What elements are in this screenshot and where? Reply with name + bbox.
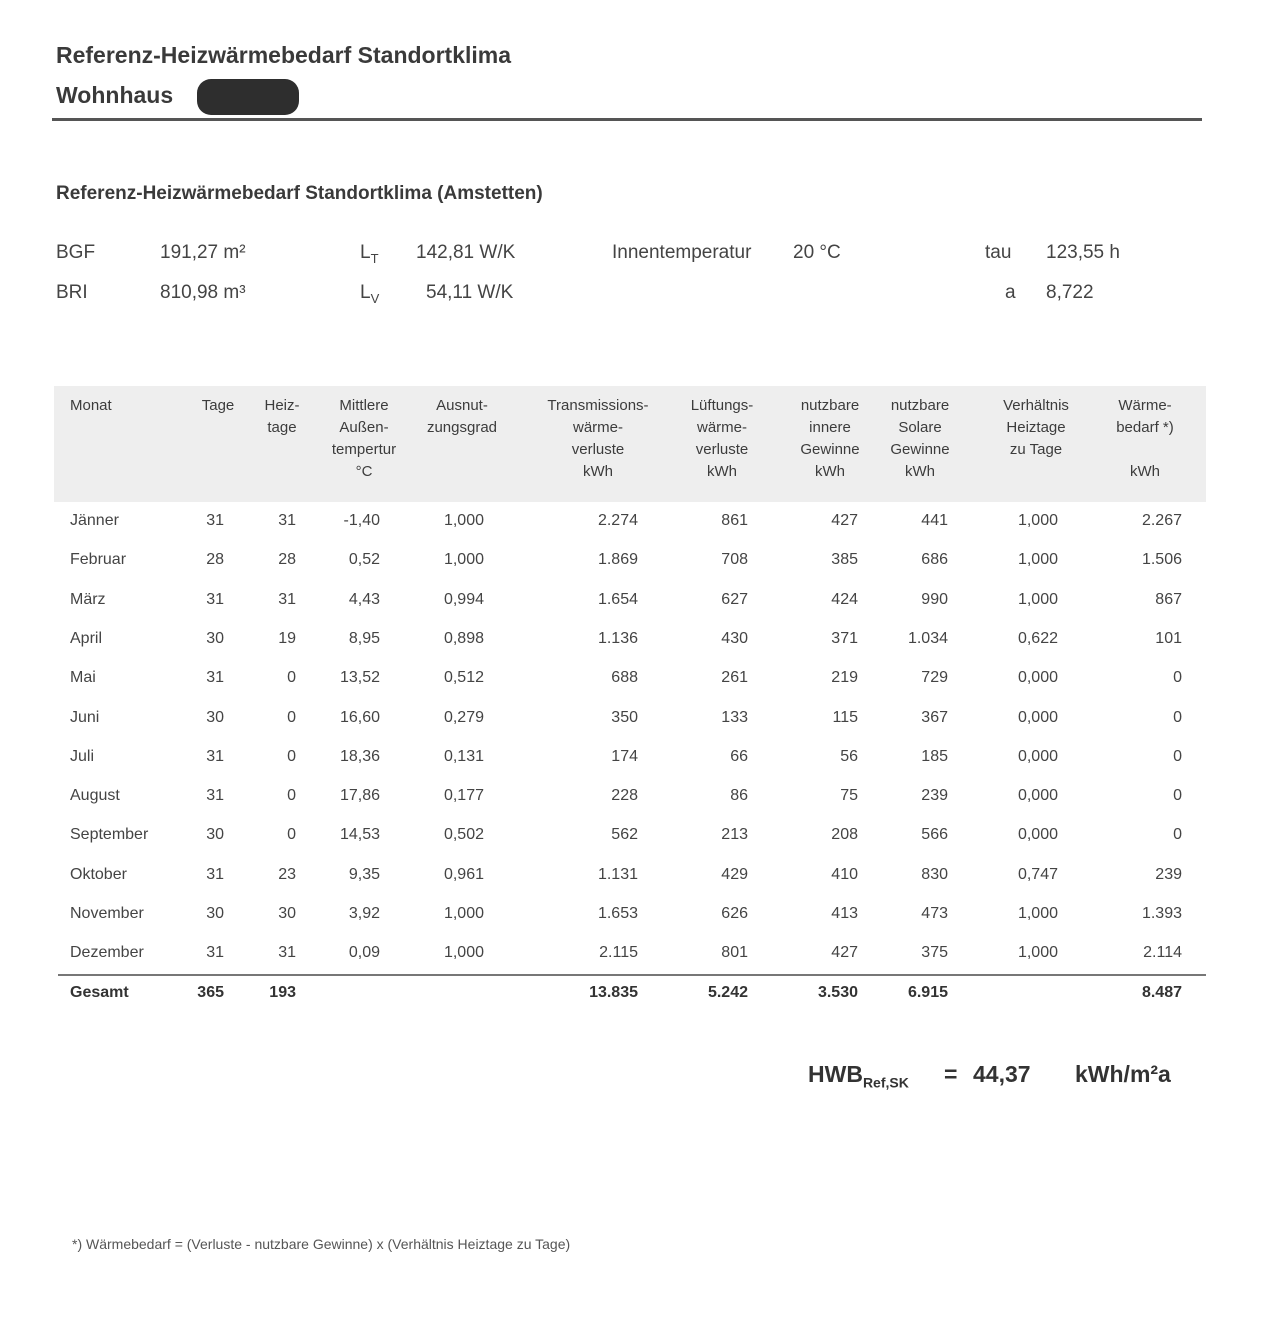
cell-solare-gewinne: 375	[921, 944, 948, 962]
a-label: a	[1005, 282, 1016, 303]
cell-transmission: 1.869	[597, 551, 638, 569]
cell-tage: 31	[206, 512, 224, 529]
cell-ausnutzungsgrad: 0,177	[443, 787, 484, 805]
cell-ausnutzungsgrad: 1,000	[443, 905, 484, 922]
cell-waermebedarf: 867	[1155, 590, 1182, 608]
cell-transmission: 2.115	[599, 944, 638, 962]
cell-monat: Juni	[70, 708, 100, 726]
cell-tage: 30	[206, 826, 224, 844]
cell-transmission: 350	[611, 708, 638, 726]
cell-verhaeltnis: 0,622	[1017, 629, 1058, 647]
cell-aussentemp: 4,43	[348, 590, 380, 608]
cell-solare-gewinne: 367	[921, 708, 948, 726]
cell-innere-gewinne: 413	[831, 905, 858, 922]
cell-heiztage: 0	[287, 787, 296, 805]
column-header-monat	[70, 395, 170, 417]
cell-transmission: 688	[611, 669, 638, 687]
cell-tage: 28	[206, 551, 224, 569]
cell-innere-gewinne: 427	[831, 944, 858, 962]
cell-solare-gewinne: 6.915	[907, 984, 948, 1001]
cell-waermebedarf: 0	[1173, 669, 1182, 687]
hwb-label: $HWB_{Ref,SK}$	[808, 1061, 909, 1091]
cell-innere-gewinne: 385	[831, 551, 858, 569]
column-header-line: zu Tage	[1009, 441, 1063, 458]
column-header-verhaeltnis	[984, 395, 1088, 461]
column-header-line: verluste	[695, 441, 749, 458]
column-header-line: zungsgrad	[426, 419, 498, 436]
cell-innere-gewinne: 427	[831, 512, 858, 529]
cell-monat: Jänner	[70, 512, 119, 529]
cell-solare-gewinne: 830	[921, 865, 948, 883]
column-header-line: verluste	[571, 441, 625, 458]
page-title: Referenz-Heizwärmebedarf Standortklima	[56, 42, 512, 68]
cell-heiztage: 193	[269, 984, 296, 1001]
cell-transmission: 1.131	[597, 865, 638, 883]
cell-tage: 31	[206, 787, 224, 805]
table-row	[0, 582, 1280, 621]
cell-innere-gewinne: 75	[840, 787, 858, 805]
cell-monat: März	[70, 590, 106, 608]
cell-waermebedarf: 0	[1173, 708, 1182, 726]
cell-tage: 31	[206, 590, 224, 608]
column-header-line: Gewinne	[890, 441, 950, 458]
lv-value: 54,11 W/K	[426, 282, 514, 303]
bri-label: BRI	[56, 282, 88, 303]
cell-aussentemp: 0,52	[348, 551, 380, 569]
cell-verhaeltnis: 0,000	[1017, 708, 1058, 726]
column-header-line: wärme-	[696, 419, 747, 436]
cell-innere-gewinne: 371	[831, 629, 858, 647]
column-header-waermebedarf	[1100, 395, 1190, 483]
cell-lueftung: 86	[730, 787, 748, 805]
cell-lueftung: 429	[721, 865, 748, 883]
cell-aussentemp: 0,09	[348, 944, 380, 962]
cell-innere-gewinne: 424	[831, 590, 858, 608]
cell-transmission: 1.653	[597, 905, 638, 922]
cell-lueftung: 627	[721, 590, 748, 608]
cell-monat: April	[70, 629, 103, 647]
table-row	[0, 621, 1280, 660]
tau-label: tau	[985, 242, 1012, 263]
cell-innere-gewinne: 3.530	[817, 984, 858, 1001]
column-header-innere-gewinne	[782, 395, 878, 483]
page-subtitle: Wohnhaus	[56, 82, 174, 108]
cell-transmission: 1.136	[597, 629, 638, 647]
tau-value: 123,55 h	[1046, 242, 1120, 263]
column-header-line: wärme-	[572, 419, 623, 436]
table-row	[0, 935, 1280, 974]
table-row	[0, 778, 1280, 817]
column-header-line: bedarf *)	[1116, 419, 1174, 436]
column-header-line: tage	[267, 419, 297, 436]
column-header-line: Monat	[70, 397, 112, 414]
cell-monat: Mai	[70, 669, 96, 687]
cell-monat: Juli	[70, 747, 95, 765]
cell-ausnutzungsgrad: 0,961	[443, 865, 484, 883]
cell-ausnutzungsgrad: 0,512	[443, 669, 484, 687]
column-header-line: Mittlere	[339, 397, 389, 414]
column-header-line: Heiz-	[264, 397, 300, 414]
cell-aussentemp: 9,35	[348, 865, 380, 883]
cell-tage: 30	[206, 708, 224, 726]
lt-value: 142,81 W/K	[416, 242, 516, 263]
cell-waermebedarf: 8.487	[1141, 984, 1182, 1001]
cell-solare-gewinne: 729	[921, 669, 948, 687]
bgf-label: BGF	[56, 242, 96, 263]
cell-verhaeltnis: 1,000	[1017, 590, 1058, 608]
cell-waermebedarf: 2.267	[1141, 512, 1182, 529]
hwb-unit: kWh/m²a	[1075, 1061, 1171, 1087]
cell-heiztage: 23	[278, 865, 296, 883]
cell-waermebedarf: 0	[1173, 826, 1182, 844]
cell-aussentemp: -1,40	[343, 512, 380, 529]
column-header-tage	[193, 395, 243, 417]
cell-ausnutzungsgrad: 1,000	[443, 944, 484, 962]
cell-heiztage: 19	[278, 629, 296, 647]
bri-value: 810,98 m³	[160, 282, 246, 303]
cell-innere-gewinne: 410	[831, 865, 858, 883]
cell-innere-gewinne: 208	[831, 826, 858, 844]
cell-verhaeltnis: 1,000	[1017, 944, 1058, 962]
cell-solare-gewinne: 566	[921, 826, 948, 844]
cell-ausnutzungsgrad: 1,000	[443, 512, 484, 529]
cell-waermebedarf: 0	[1173, 787, 1182, 805]
cell-ausnutzungsgrad: 1,000	[443, 551, 484, 569]
cell-solare-gewinne: 1.034	[907, 629, 948, 647]
column-header-line	[1100, 439, 1190, 461]
cell-monat: Dezember	[70, 944, 144, 962]
cell-transmission: 1.654	[597, 590, 638, 608]
cell-lueftung: 801	[721, 944, 748, 962]
column-header-line: Solare	[898, 419, 942, 436]
cell-verhaeltnis: 1,000	[1017, 512, 1058, 529]
cell-solare-gewinne: 473	[921, 905, 948, 922]
section-title: Referenz-Heizwärmebedarf Standortklima (Amstetten)	[56, 183, 543, 204]
cell-waermebedarf: 1.393	[1141, 905, 1182, 922]
column-header-ausnutzungsgrad	[412, 395, 512, 439]
cell-tage: 365	[197, 984, 224, 1001]
cell-heiztage: 28	[278, 551, 296, 569]
column-header-line: Gewinne	[800, 441, 860, 458]
column-header-line: Verhältnis	[1003, 397, 1069, 414]
a-value: 8,722	[1046, 282, 1094, 303]
cell-solare-gewinne: 239	[921, 787, 948, 805]
cell-monat: August	[70, 787, 120, 805]
lv-label: $L_V$	[360, 282, 380, 306]
cell-aussentemp: 8,95	[348, 629, 380, 647]
column-header-transmission	[530, 395, 666, 483]
hwb-equals: =	[944, 1061, 958, 1087]
cell-lueftung: 133	[721, 708, 748, 726]
cell-tage: 30	[206, 905, 224, 922]
column-header-line: kWh	[583, 463, 613, 480]
cell-waermebedarf: 1.506	[1141, 551, 1182, 569]
table-row	[0, 857, 1280, 896]
cell-transmission: 562	[611, 826, 638, 844]
cell-waermebedarf: 101	[1155, 629, 1182, 647]
cell-verhaeltnis: 0,000	[1017, 747, 1058, 765]
cell-waermebedarf: 0	[1173, 747, 1182, 765]
cell-heiztage: 30	[278, 905, 296, 922]
innentemp-label: Innentemperatur	[612, 242, 752, 263]
cell-tage: 31	[206, 747, 224, 765]
cell-lueftung: 708	[721, 551, 748, 569]
cell-verhaeltnis: 0,000	[1017, 826, 1058, 844]
table-row	[0, 817, 1280, 856]
cell-transmission: 174	[611, 747, 638, 765]
cell-aussentemp: 18,36	[339, 747, 380, 765]
cell-solare-gewinne: 441	[921, 512, 948, 529]
table-row	[0, 739, 1280, 778]
column-header-line: tempertur	[331, 441, 397, 458]
column-header-line: Außen-	[339, 419, 389, 436]
redaction-box	[197, 79, 299, 115]
column-header-aussentemp	[316, 395, 412, 483]
cell-verhaeltnis: 0,000	[1017, 787, 1058, 805]
footnote: *) Wärmebedarf = (Verluste - nutzbare Gewinne) x (Verhältnis Heiztage zu Tage)	[72, 1236, 571, 1252]
cell-ausnutzungsgrad: 0,994	[443, 590, 484, 608]
column-header-line: °C	[355, 463, 373, 480]
table-row	[0, 700, 1280, 739]
hwb-value: 44,37	[973, 1061, 1031, 1087]
cell-ausnutzungsgrad: 0,898	[443, 629, 484, 647]
cell-ausnutzungsgrad: 0,279	[443, 708, 484, 726]
cell-heiztage: 0	[287, 669, 296, 687]
cell-monat: November	[70, 905, 144, 922]
cell-heiztage: 0	[287, 826, 296, 844]
cell-tage: 30	[206, 629, 224, 647]
cell-lueftung: 430	[721, 629, 748, 647]
column-header-line: Lüftungs-	[690, 397, 754, 414]
cell-aussentemp: 16,60	[339, 708, 380, 726]
total-row	[0, 975, 1280, 1014]
cell-solare-gewinne: 990	[921, 590, 948, 608]
header-divider	[52, 118, 1202, 121]
cell-lueftung: 213	[721, 826, 748, 844]
cell-heiztage: 0	[287, 747, 296, 765]
cell-lueftung: 626	[721, 905, 748, 922]
cell-monat: September	[70, 826, 149, 844]
column-header-line: Wärme-	[1118, 397, 1172, 414]
cell-innere-gewinne: 56	[840, 747, 858, 765]
column-header-line: Tage	[201, 397, 235, 414]
table-row	[0, 896, 1280, 935]
cell-verhaeltnis: 0,000	[1017, 669, 1058, 687]
cell-solare-gewinne: 686	[921, 551, 948, 569]
column-header-line: kWh	[1130, 463, 1160, 480]
cell-heiztage: 31	[278, 590, 296, 608]
column-header-solare-gewinne	[876, 395, 964, 483]
table-row	[0, 660, 1280, 699]
innentemp-value: 20 °C	[793, 242, 841, 263]
column-header-line: kWh	[815, 463, 845, 480]
table-row	[0, 542, 1280, 581]
cell-monat: Gesamt	[70, 984, 129, 1001]
column-header-line: nutzbare	[890, 397, 950, 414]
table-row	[0, 503, 1280, 542]
cell-innere-gewinne: 219	[831, 669, 858, 687]
column-header-line: kWh	[707, 463, 737, 480]
column-header-line: Ausnut-	[436, 397, 488, 414]
cell-tage: 31	[206, 944, 224, 962]
cell-monat: Oktober	[70, 865, 127, 883]
cell-waermebedarf: 2.114	[1143, 944, 1182, 962]
cell-aussentemp: 13,52	[339, 669, 380, 687]
cell-waermebedarf: 239	[1155, 865, 1182, 883]
cell-lueftung: 5.242	[707, 984, 748, 1001]
column-header-line: innere	[809, 419, 851, 436]
cell-solare-gewinne: 185	[921, 747, 948, 765]
bgf-value: 191,27 m²	[160, 242, 246, 263]
lt-label: $L_T$	[360, 242, 379, 266]
cell-aussentemp: 17,86	[339, 787, 380, 805]
cell-verhaeltnis: 1,000	[1017, 905, 1058, 922]
column-header-heiztage	[256, 395, 308, 439]
cell-verhaeltnis: 1,000	[1017, 551, 1058, 569]
cell-aussentemp: 3,92	[348, 905, 380, 922]
column-header-line: nutzbare	[800, 397, 860, 414]
cell-lueftung: 261	[721, 669, 748, 687]
cell-monat: Februar	[70, 551, 127, 569]
column-header-line: kWh	[905, 463, 935, 480]
cell-tage: 31	[206, 865, 224, 883]
column-header-line: Transmissions-	[547, 397, 649, 414]
column-header-line: Heiztage	[1006, 419, 1066, 436]
cell-ausnutzungsgrad: 0,131	[443, 747, 484, 765]
cell-verhaeltnis: 0,747	[1017, 865, 1058, 883]
cell-transmission: 228	[611, 787, 638, 805]
column-header-lueftung	[672, 395, 772, 483]
cell-transmission: 13.835	[589, 984, 638, 1001]
cell-heiztage: 31	[278, 944, 296, 962]
cell-ausnutzungsgrad: 0,502	[443, 826, 484, 844]
cell-transmission: 2.274	[597, 512, 638, 529]
cell-lueftung: 66	[730, 747, 748, 765]
cell-aussentemp: 14,53	[339, 826, 380, 844]
cell-tage: 31	[206, 669, 224, 687]
cell-heiztage: 0	[287, 708, 296, 726]
cell-lueftung: 861	[721, 512, 748, 529]
cell-heiztage: 31	[278, 512, 296, 529]
cell-innere-gewinne: 115	[832, 708, 858, 726]
